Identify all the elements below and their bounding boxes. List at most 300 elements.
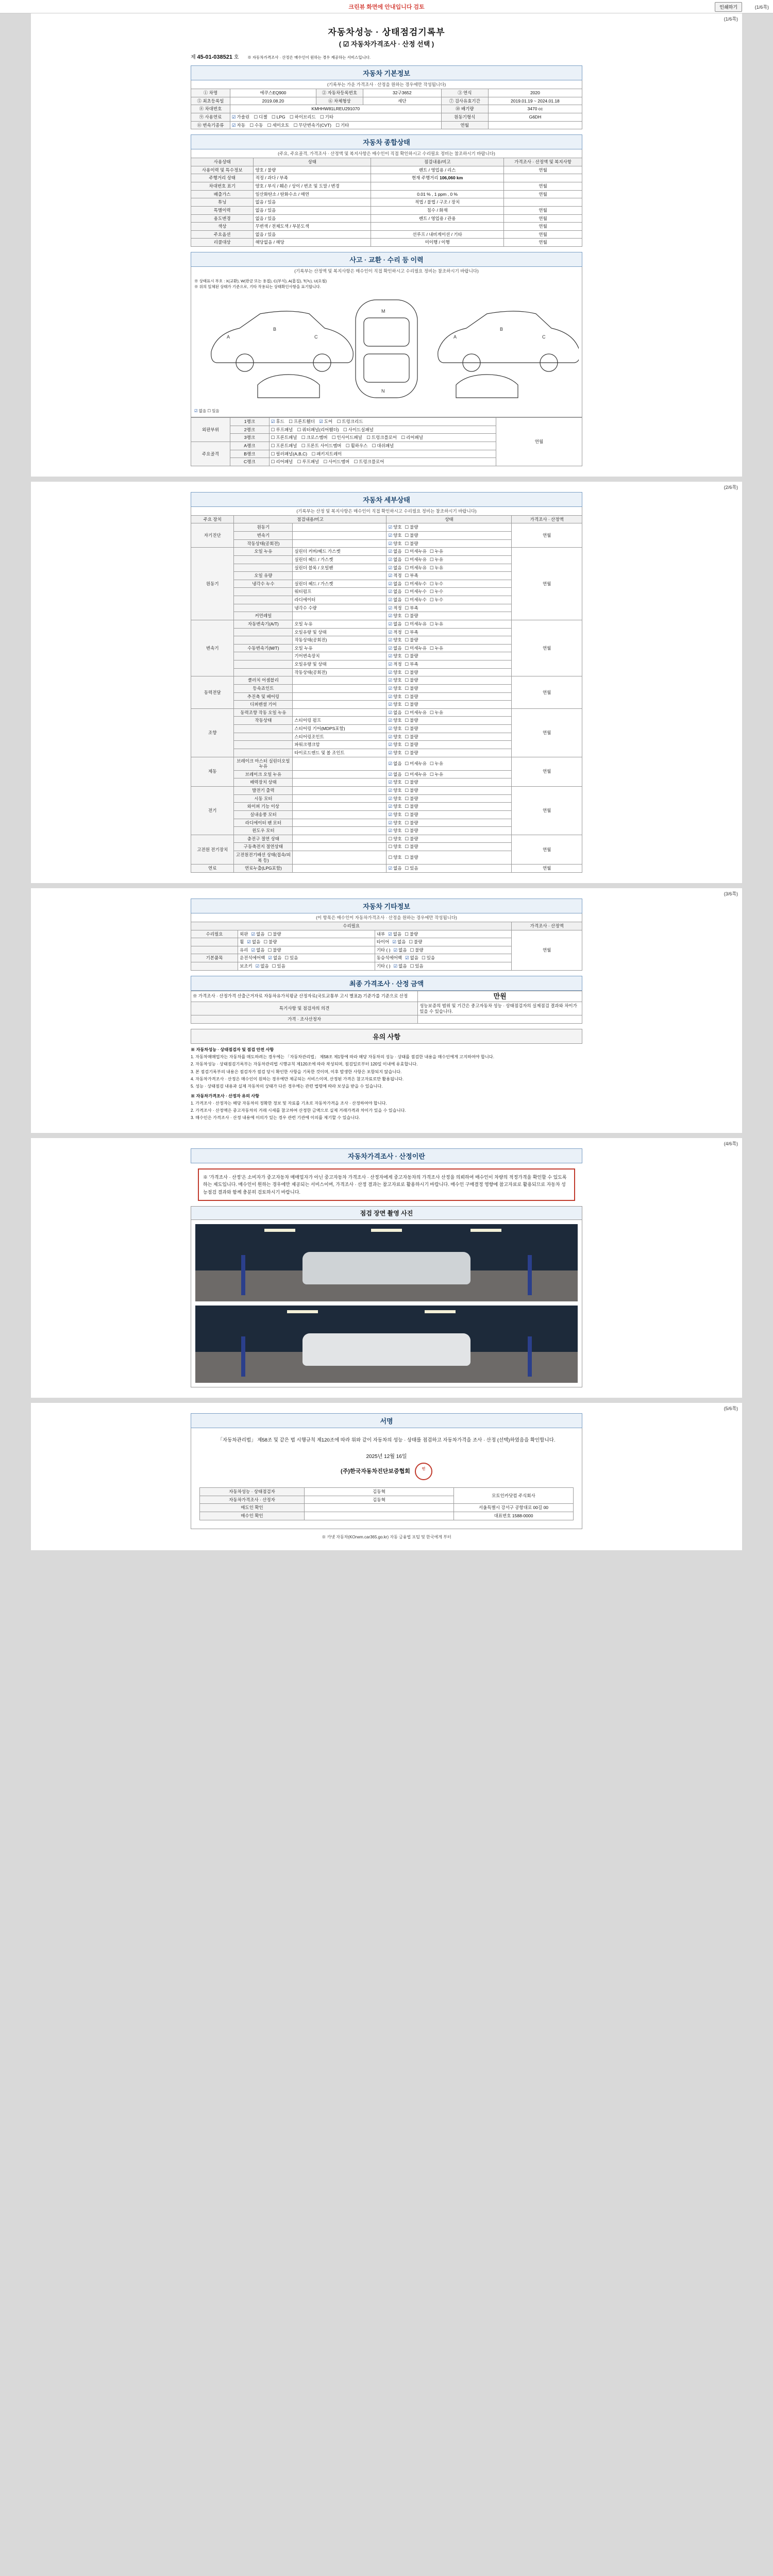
detail-note: 기어변속장치 — [293, 652, 386, 660]
detail-state-option[interactable]: ☑ 양호 — [388, 812, 401, 817]
fuel-options[interactable] — [230, 113, 441, 121]
rank-item[interactable]: ☐ 휠하우스 — [346, 443, 367, 448]
rank-items[interactable] — [269, 442, 496, 450]
detail-state-option[interactable]: ☐ 누유 — [430, 565, 443, 570]
detail-note — [293, 708, 386, 717]
detail-state[interactable] — [386, 770, 512, 778]
detail-state[interactable] — [386, 810, 512, 819]
detail-state-option[interactable]: ☐ 있음 — [405, 866, 418, 871]
detail-state-option[interactable]: ☐ 미세누수 — [405, 597, 427, 602]
detail-state-option[interactable]: ☑ 양호 — [388, 828, 401, 833]
detail-sub: 수동변속기(M/T) — [234, 644, 293, 652]
overall-state[interactable]: 해당없음 / 해당 — [254, 239, 371, 247]
detail-state-option[interactable]: ☐ 불량 — [405, 836, 418, 841]
etc-option-group[interactable] — [375, 930, 512, 938]
detail-state-option[interactable]: ☑ 없음 — [388, 646, 401, 651]
rank-items[interactable] — [269, 450, 496, 458]
rank-item[interactable]: ☐ 필러패널(A,B,C) — [271, 451, 307, 456]
rank-item[interactable]: ☐ 프론트휀더 — [289, 419, 315, 424]
cell-label: ⑪ 변속기종류 — [191, 121, 230, 129]
assessor-value — [418, 1015, 582, 1024]
rank-item[interactable]: ☐ 대쉬패널 — [372, 443, 394, 448]
detail-note: 냉각수 수량 — [293, 604, 386, 612]
svg-text:M: M — [381, 309, 385, 314]
detail-note — [293, 701, 386, 709]
detail-state[interactable] — [386, 604, 512, 612]
detail-state-option[interactable]: ☑ 양호 — [388, 694, 401, 699]
rank-item[interactable]: ☐ 리어패널 — [401, 435, 423, 440]
detail-state-option[interactable]: ☑ 양호 — [388, 788, 401, 793]
overall-state[interactable]: 무변색 / 전체도색 / 부분도색 — [254, 223, 371, 231]
detail-state-option[interactable]: ☐ 불량 — [405, 796, 418, 801]
detail-state-option[interactable]: ☑ 없음 — [388, 589, 401, 594]
detail-state[interactable] — [386, 539, 512, 548]
overall-state[interactable]: 적정 / 과다 / 부족 — [254, 174, 371, 182]
rank-items[interactable] — [269, 458, 496, 466]
detail-note — [293, 794, 386, 803]
detail-state-option[interactable]: ☐ 불량 — [405, 855, 418, 860]
rank-item[interactable]: ☐ 프론트 사이드멤버 — [301, 443, 342, 448]
etc-option[interactable]: ☐ 불량 — [268, 947, 281, 953]
overall-header: 점검내용/비고 — [371, 158, 504, 166]
fuel-option[interactable]: ☐ 기타 — [320, 114, 333, 120]
detail-sub: 변속기 — [234, 532, 293, 540]
detail-state-option[interactable]: ☐ 불량 — [405, 804, 418, 809]
footer-text: ※ 카넷 자동차(KOrwm.car365.go.kr) 자동 금융법 포털 및 한국에게 부터 — [322, 1534, 451, 1539]
detail-state-option[interactable]: ☐ 미세누유 — [405, 549, 427, 554]
rank-label: B랭크 — [230, 450, 269, 458]
detail-state-option[interactable]: ☐ 불량 — [405, 812, 418, 817]
etc-option[interactable]: ☑ 없음 — [268, 955, 281, 960]
etc-option[interactable]: ☑ 없음 — [251, 931, 265, 937]
detail-state-option[interactable]: ☐ 미세누수 — [405, 581, 427, 586]
detail-note: 오일 누유 — [293, 644, 386, 652]
detail-state-option[interactable]: ☐ 부족 — [405, 573, 418, 578]
rank-item[interactable]: ☐ 쿼터패널(리어휀더) — [297, 427, 339, 432]
precaution-item: 3. 본 점검기록부의 내용은 점검자가 점검 당시 확인한 사항을 기록한 것이며, 이후 발생한 사항은 포함되지 않습니다. — [191, 1069, 402, 1074]
etc-option[interactable]: ☐ 불량 — [268, 931, 281, 937]
detail-state[interactable] — [386, 596, 512, 604]
detail-body — [191, 523, 582, 873]
cell-value: 2019.08.20 — [230, 97, 316, 105]
detail-state-option[interactable]: ☑ 적정 — [388, 573, 401, 578]
car-diagram[interactable] — [194, 290, 579, 408]
detail-state-option[interactable]: ☐ 양호 — [388, 855, 401, 860]
overall-note-cell: 선루프 / 내비게이션 / 기타 — [371, 230, 504, 239]
detail-sub: 구동축전지 절연상태 — [234, 843, 293, 851]
detail-state-option[interactable]: ☐ 불량 — [405, 779, 418, 785]
legend-item[interactable]: ☐ 있음 — [207, 409, 219, 413]
detail-state-option[interactable]: ☑ 양호 — [388, 718, 401, 723]
detail-state[interactable] — [386, 676, 512, 685]
detail-state-option[interactable]: ☐ 불량 — [405, 750, 418, 755]
etc-label: 수리필요 — [191, 930, 238, 938]
detail-state-option[interactable]: ☐ 미세누유 — [405, 646, 427, 651]
legend-item[interactable]: ☑ 없음 — [194, 409, 206, 413]
detail-state[interactable] — [386, 819, 512, 827]
detail-state-option[interactable]: ☑ 양호 — [388, 734, 401, 739]
detail-state-option[interactable]: ☐ 누유 — [430, 621, 443, 626]
rank-item[interactable]: ☐ 인사이드패널 — [332, 435, 362, 440]
detail-sub: 라디에이터 팬 모터 — [234, 819, 293, 827]
etc-option-group[interactable] — [375, 946, 512, 954]
detail-state-option[interactable]: ☐ 불량 — [405, 844, 418, 849]
detail-state[interactable] — [386, 692, 512, 701]
detail-state[interactable] — [386, 851, 512, 865]
overall-note-cell: 침수 / 화재 — [371, 206, 504, 214]
rank-item[interactable]: ☐ 패키지트레이 — [312, 451, 342, 456]
rank-item[interactable]: ☐ 루프패널 — [271, 427, 293, 432]
detail-state[interactable] — [386, 523, 512, 532]
detail-state[interactable] — [386, 787, 512, 795]
etc-option[interactable]: ☑ 없음 — [251, 947, 265, 953]
detail-sub: 발전기 출력 — [234, 787, 293, 795]
cell-value — [488, 121, 582, 129]
detail-state[interactable] — [386, 725, 512, 733]
etc-option[interactable]: ☐ 있음 — [272, 963, 285, 969]
detail-state-option[interactable]: ☑ 양호 — [388, 686, 401, 691]
etc-option-group[interactable] — [375, 954, 512, 962]
detail-note: (기록부는 산정 및 복지사항은 매수인이 직접 확인하시고 수리필요 정비는 참조하시기 바랍니다) — [191, 507, 582, 515]
etc-option[interactable]: ☐ 있음 — [410, 963, 424, 969]
transmission-options[interactable] — [230, 121, 441, 129]
detail-state[interactable] — [386, 668, 512, 676]
overall-state[interactable]: 양호 / 불량 — [254, 166, 371, 174]
overall-state[interactable]: 없음 / 있음 — [254, 206, 371, 214]
detail-state-option[interactable]: ☐ 미세누유 — [405, 772, 427, 777]
detail-header: 상태 — [386, 515, 512, 523]
transmission-option[interactable]: ☑ 자동 — [232, 123, 245, 128]
detail-state-option[interactable]: ☐ 누수 — [430, 597, 443, 602]
detail-state-option[interactable]: ☐ 미세누유 — [405, 557, 427, 562]
docno-value: 45-01-038521 — [197, 54, 232, 60]
etc-header: 수리필요 — [191, 922, 512, 930]
detail-sub — [234, 741, 293, 749]
detail-state[interactable] — [386, 572, 512, 580]
detail-state[interactable] — [386, 749, 512, 757]
detail-state-option[interactable]: ☐ 미세누유 — [405, 710, 427, 715]
detail-note — [293, 676, 386, 685]
detail-state[interactable] — [386, 757, 512, 770]
overall-state[interactable]: 일산화탄소 / 탄화수소 / 매연 — [254, 190, 371, 198]
rank-items[interactable] — [269, 426, 496, 434]
detail-state-option[interactable]: ☑ 양호 — [388, 524, 401, 530]
detail-state[interactable] — [386, 717, 512, 725]
etc-option[interactable]: ☑ 없음 — [394, 947, 407, 953]
overall-price: 연월 — [504, 214, 582, 223]
detail-state-option[interactable]: ☑ 양호 — [388, 804, 401, 809]
detail-state-option[interactable]: ☐ 불량 — [405, 670, 418, 675]
detail-state-option[interactable]: ☑ 없음 — [388, 866, 401, 871]
detail-note: 실린더 커버/헤드 가스켓 — [293, 548, 386, 556]
detail-state-option[interactable]: ☑ 없음 — [388, 710, 401, 715]
fuel-option[interactable]: ☑ 가솔린 — [232, 114, 249, 120]
detail-state[interactable] — [386, 794, 512, 803]
detail-state-option[interactable]: ☐ 누유 — [430, 557, 443, 562]
overall-state[interactable]: 없음 / 있음 — [254, 214, 371, 223]
cell-value: 에쿠스EQ900 — [230, 89, 316, 97]
signature-table — [199, 1487, 574, 1520]
detail-state[interactable] — [386, 778, 512, 787]
sign-value[interactable]: 김동혁 — [305, 1488, 454, 1496]
etc-option[interactable]: ☑ 없음 — [256, 963, 269, 969]
rank-item[interactable]: ☐ 트렁크리드 — [337, 419, 363, 424]
detail-state[interactable] — [386, 660, 512, 669]
overall-note-cell: 렌트 / 영업용 / 리스 — [371, 166, 504, 174]
detail-state-option[interactable]: ☐ 불량 — [405, 677, 418, 683]
detail-state[interactable] — [386, 684, 512, 692]
detail-header: 주요 장치 — [191, 515, 234, 523]
overall-note-cell — [371, 182, 504, 191]
overall-header: 상태 — [254, 158, 371, 166]
detail-state-option[interactable]: ☑ 양호 — [388, 613, 401, 618]
detail-band: 자동차 세부상태 — [191, 492, 582, 507]
fuel-option[interactable]: ☐ 디젤 — [254, 114, 267, 120]
etc-option[interactable]: ☐ 있음 — [422, 955, 435, 960]
detail-state-option[interactable]: ☑ 적정 — [388, 630, 401, 635]
sign-value[interactable] — [305, 1512, 454, 1520]
page-4 — [31, 1138, 742, 1398]
etc-option[interactable]: ☑ 없음 — [405, 955, 418, 960]
overall-state[interactable]: 없음 / 있음 — [254, 198, 371, 207]
etc-option[interactable]: ☑ 없음 — [247, 939, 260, 944]
etc-option[interactable]: ☑ 없음 — [394, 963, 407, 969]
transmission-option[interactable]: ☐ 기타 — [335, 123, 349, 128]
accident-note: (기록부는 산정액 및 복지사항은 매수인이 직접 확인하시고 수리필요 정비는 참조하시기 바랍니다) — [191, 267, 582, 275]
transmission-option[interactable]: ☐ 수동 — [249, 123, 263, 128]
etc-option-name: 유리 — [240, 947, 248, 953]
rank-item[interactable]: ☐ 루프패널 — [297, 459, 319, 464]
detail-state-option[interactable]: ☑ 적정 — [388, 662, 401, 667]
detail-state-option[interactable]: ☐ 불량 — [405, 734, 418, 739]
etc-option[interactable]: ☐ 불량 — [263, 939, 277, 944]
detail-note: 실린더 블록 / 오일팬 — [293, 564, 386, 572]
detail-state-option[interactable]: ☐ 불량 — [405, 788, 418, 793]
detail-state[interactable] — [386, 827, 512, 835]
inspection-photo-front — [195, 1224, 578, 1301]
overall-price: 연월 — [504, 206, 582, 214]
detail-state-option[interactable]: ☐ 불량 — [405, 613, 418, 618]
fuel-option[interactable]: ☐ 하이브리드 — [290, 114, 316, 120]
detail-state-option[interactable]: ☐ 불량 — [405, 653, 418, 658]
overall-price: 연월 — [504, 166, 582, 174]
etc-band: 자동차 기타정보 — [191, 899, 582, 913]
rank-item[interactable]: ☐ 프론트패널 — [271, 435, 297, 440]
etc-option-group[interactable] — [375, 938, 512, 946]
detail-state-option[interactable]: ☑ 양호 — [388, 779, 401, 785]
overall-state[interactable]: 없음 / 있음 — [254, 230, 371, 239]
detail-note: 워터펌프 — [293, 588, 386, 596]
detail-state-option[interactable]: ☐ 불량 — [405, 718, 418, 723]
rank-items[interactable] — [269, 434, 496, 442]
detail-state[interactable] — [386, 803, 512, 811]
etc-option[interactable]: ☐ 있음 — [284, 955, 298, 960]
rank-item[interactable]: ☐ 리어패널 — [271, 459, 293, 464]
detail-sub: 와이퍼 기능 이상 — [234, 803, 293, 811]
detail-state-option[interactable]: ☑ 없음 — [388, 621, 401, 626]
detail-state-option[interactable]: ☐ 누유 — [430, 761, 443, 766]
detail-state-option[interactable]: ☑ 없음 — [388, 557, 401, 562]
etc-body — [191, 930, 582, 970]
etc-option-group[interactable] — [238, 938, 375, 946]
etc-option-group[interactable] — [238, 930, 375, 938]
etc-option[interactable]: ☐ 불량 — [410, 947, 424, 953]
etc-option-group[interactable] — [375, 962, 512, 971]
detail-state-option[interactable]: ☐ 누수 — [430, 581, 443, 586]
detail-sub — [234, 733, 293, 741]
detail-price: 연월 — [512, 787, 582, 835]
overall-state[interactable]: 양호 / 부식 / 훼손 / 상이 / 변조 및 도말 / 변경 — [254, 182, 371, 191]
detail-state-option[interactable]: ☑ 없음 — [388, 565, 401, 570]
detail-state[interactable] — [386, 733, 512, 741]
detail-state-option[interactable]: ☑ 양호 — [388, 653, 401, 658]
detail-state-option[interactable]: ☑ 양호 — [388, 533, 401, 538]
detail-note — [293, 787, 386, 795]
detail-state-option[interactable]: ☐ 누유 — [430, 710, 443, 715]
detail-price: 연월 — [512, 523, 582, 548]
etc-label — [191, 946, 238, 954]
detail-state-option[interactable]: ☑ 없음 — [388, 549, 401, 554]
detail-state-option[interactable]: ☐ 불량 — [405, 742, 418, 747]
transmission-option[interactable]: ☐ 무단변속기(CVT) — [294, 123, 331, 128]
detail-note: 오일 누유 — [293, 620, 386, 628]
page-number-1: (1/6쪽) — [724, 16, 738, 22]
detail-state-option[interactable]: ☐ 미세누유 — [405, 761, 427, 766]
detail-state-option[interactable]: ☑ 양호 — [388, 750, 401, 755]
signature-date: 2025년 12월 16일 — [366, 1454, 407, 1460]
detail-state[interactable] — [386, 843, 512, 851]
detail-state[interactable] — [386, 555, 512, 564]
etc-option-group[interactable] — [238, 962, 375, 971]
etc-option[interactable]: ☐ 불량 — [405, 931, 418, 937]
detail-state[interactable] — [386, 548, 512, 556]
detail-state-option[interactable]: ☑ 양호 — [388, 742, 401, 747]
detail-state-option[interactable]: ☑ 양호 — [388, 677, 401, 683]
detail-state-option[interactable]: ☑ 양호 — [388, 796, 401, 801]
page-title: 자동차성능 · 상태점검기록부 — [328, 27, 445, 37]
detail-state-option[interactable]: ☐ 누유 — [430, 772, 443, 777]
detail-state[interactable] — [386, 865, 512, 873]
detail-state[interactable] — [386, 564, 512, 572]
detail-state-option[interactable]: ☑ 양호 — [388, 726, 401, 731]
price-value: 만원 — [418, 991, 582, 1002]
accident-band: 사고 · 교환 · 수리 등 이력 — [191, 252, 582, 267]
detail-state-option[interactable]: ☐ 미세누유 — [405, 565, 427, 570]
rank-item[interactable]: ☑ 도어 — [319, 419, 332, 424]
overall-note: (주요, 주요골격, 가격조사 · 산정액 및 복지사항은 매수인이 직접 확인하시고 수리필요 정비는 참조하시기 바랍니다) — [191, 149, 582, 158]
detail-state[interactable] — [386, 588, 512, 596]
precaution-item: 1. 자동차매매업자는 자동차를 매도하려는 경우에는 「자동차관리법」 제58조 제1항에 따라 해당 자동차의 성능 · 상태를 점검한 내용을 매수인에게 고지하여야 합니다. — [191, 1055, 494, 1060]
detail-state-option[interactable]: ☐ 불량 — [405, 524, 418, 530]
detail-state-option[interactable]: ☑ 적정 — [388, 605, 401, 611]
detail-state[interactable] — [386, 532, 512, 540]
detail-state-option[interactable]: ☐ 양호 — [388, 844, 401, 849]
detail-state-option[interactable]: ☐ 불량 — [405, 637, 418, 642]
rank-item[interactable]: ☐ 프론트패널 — [271, 443, 297, 448]
detail-state-option[interactable]: ☐ 누수 — [430, 589, 443, 594]
detail-note: 실린더 헤드 / 가스켓 — [293, 555, 386, 564]
etc-option[interactable]: ☐ 불량 — [409, 939, 422, 944]
detail-state[interactable] — [386, 835, 512, 843]
detail-state-option[interactable]: ☑ 없음 — [388, 597, 401, 602]
detail-sub — [234, 628, 293, 636]
detail-sub: 자동변속기(A/T) — [234, 620, 293, 628]
rank-item[interactable]: ☐ 사이드멤버 — [324, 459, 350, 464]
detail-state[interactable] — [386, 708, 512, 717]
detail-sub: 추진축 및 베어링 — [234, 692, 293, 701]
etc-option[interactable]: ☑ 없음 — [392, 939, 406, 944]
detail-state-option[interactable]: ☐ 누유 — [430, 549, 443, 554]
detail-state[interactable] — [386, 620, 512, 628]
detail-state-option[interactable]: ☑ 양호 — [388, 670, 401, 675]
sign-value[interactable] — [305, 1504, 454, 1512]
detail-state-option[interactable]: ☐ 양호 — [388, 836, 401, 841]
detail-state-option[interactable]: ☐ 불량 — [405, 726, 418, 731]
detail-note — [293, 572, 386, 580]
detail-state-option[interactable]: ☑ 없음 — [388, 772, 401, 777]
detail-state-option[interactable]: ☑ 양호 — [388, 702, 401, 707]
overall-label: 차대번호 표기 — [191, 182, 254, 191]
detail-state-option[interactable]: ☐ 불량 — [405, 828, 418, 833]
detail-state-option[interactable]: ☑ 양호 — [388, 637, 401, 642]
etc-option[interactable]: ☑ 없음 — [388, 931, 401, 937]
sign-value[interactable]: 김동혁 — [305, 1496, 454, 1504]
rank-items[interactable] — [269, 418, 496, 426]
detail-state[interactable] — [386, 741, 512, 749]
etc-option-group[interactable] — [238, 954, 375, 962]
rank-item[interactable]: ☐ 트렁크플로어 — [354, 459, 384, 464]
transmission-option[interactable]: ☐ 세미오토 — [267, 123, 289, 128]
detail-state-option[interactable]: ☑ 양호 — [388, 541, 401, 546]
detail-state[interactable] — [386, 636, 512, 645]
detail-state-option[interactable]: ☐ 불량 — [405, 686, 418, 691]
detail-state[interactable] — [386, 701, 512, 709]
detail-state[interactable] — [386, 612, 512, 620]
detail-note — [293, 612, 386, 620]
rank-item[interactable]: ☐ 사이드실패널 — [343, 427, 374, 432]
rank-item[interactable]: ☑ 후드 — [271, 419, 284, 424]
detail-state[interactable] — [386, 652, 512, 660]
rank-item[interactable]: ☐ 트렁크플로어 — [366, 435, 397, 440]
detail-state-option[interactable]: ☐ 불량 — [405, 702, 418, 707]
detail-state-option[interactable]: ☑ 없음 — [388, 581, 401, 586]
detail-state-option[interactable]: ☐ 부족 — [405, 605, 418, 611]
detail-state[interactable] — [386, 628, 512, 636]
fuel-option[interactable]: ☐ LPG — [272, 114, 285, 120]
print-button[interactable]: 인쇄하기 — [715, 2, 742, 12]
detail-state-option[interactable]: ☐ 누유 — [430, 646, 443, 651]
overall-table — [191, 158, 582, 247]
page-number-3: (3/6쪽) — [724, 891, 738, 896]
detail-state-option[interactable]: ☑ 없음 — [388, 761, 401, 766]
detail-state[interactable] — [386, 644, 512, 652]
detail-state-option[interactable]: ☐ 부족 — [405, 662, 418, 667]
rank-item[interactable]: ☐ 크로스멤버 — [301, 435, 328, 440]
etc-option-group[interactable] — [238, 946, 375, 954]
detail-state-option[interactable]: ☐ 불량 — [405, 694, 418, 699]
detail-state-option[interactable]: ☑ 양호 — [388, 820, 401, 825]
detail-state-option[interactable]: ☐ 미세누수 — [405, 589, 427, 594]
detail-state[interactable] — [386, 580, 512, 588]
detail-state-option[interactable]: ☐ 불량 — [405, 541, 418, 546]
detail-state-option[interactable]: ☐ 부족 — [405, 630, 418, 635]
org-label: 모토인카닷컴 주식회사 — [454, 1488, 574, 1504]
detail-state-option[interactable]: ☐ 불량 — [405, 533, 418, 538]
rank-price: 연월 — [496, 418, 582, 466]
detail-state-option[interactable]: ☐ 미세누유 — [405, 621, 427, 626]
detail-state-option[interactable]: ☐ 불량 — [405, 820, 418, 825]
page-1 — [31, 13, 742, 477]
